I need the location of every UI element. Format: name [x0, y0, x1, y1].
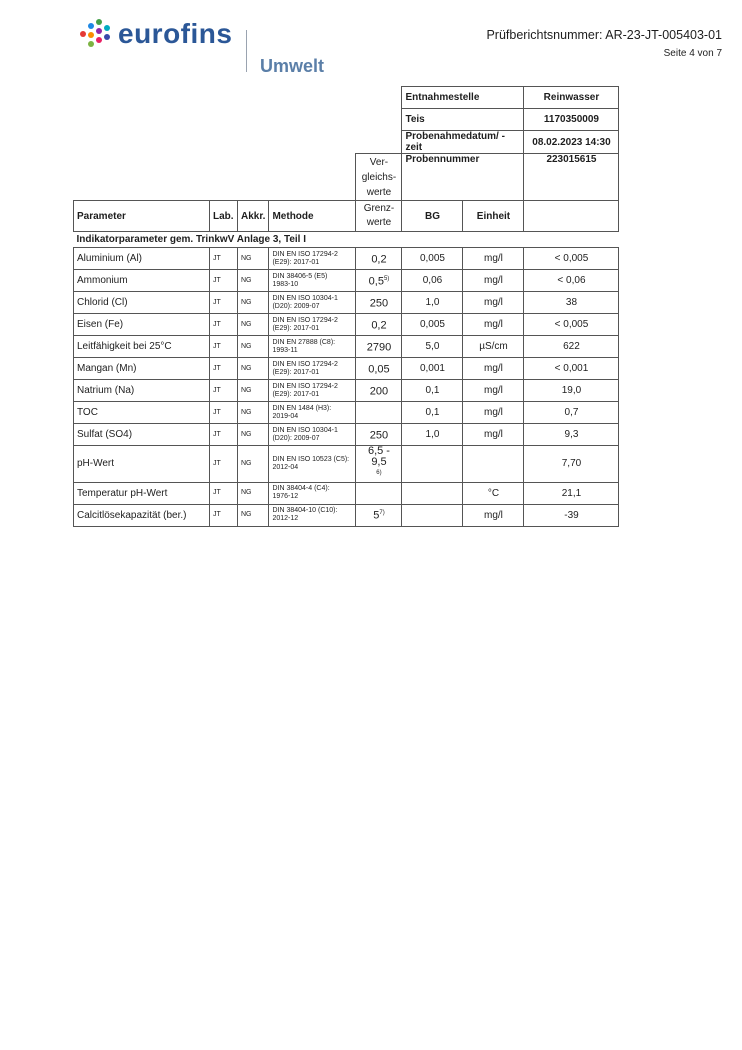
footnote-ref: 7) [379, 510, 385, 517]
table-row [74, 482, 619, 504]
akkr-cell: NG [238, 336, 269, 358]
grenzwert-cell [356, 270, 402, 292]
sample-info-row [74, 131, 619, 154]
result-cell: < 0,001 [524, 358, 619, 380]
method-cell: DIN EN 1484 (H3): 2019-04 [269, 402, 356, 424]
method-cell: DIN EN ISO 10523 (C5): 2012-04 [269, 446, 356, 483]
grenzwert-value: 0,5 [368, 275, 384, 288]
column-header-row [74, 201, 619, 232]
table-row [74, 402, 619, 424]
grenzwert-cell [356, 424, 402, 446]
akkr-cell: NG [238, 314, 269, 336]
grenzwert-cell [356, 446, 402, 483]
param-cell: TOC [74, 402, 210, 424]
vergleichswerte-label: Ver- gleichs- werte [356, 154, 402, 201]
grenzwert-cell [356, 248, 402, 270]
method-cell: DIN 38406-5 (E5) 1983-10 [269, 270, 356, 292]
report-number: Prüfberichtsnummer: AR-23-JT-005403-01 [486, 28, 722, 42]
lab-cell: JT [210, 314, 238, 336]
param-cell: pH-Wert [74, 446, 210, 483]
result-cell: 7,70 [524, 446, 619, 483]
result-cell: 19,0 [524, 380, 619, 402]
division-label: Umwelt [260, 56, 325, 76]
table-row [74, 446, 619, 483]
result-cell: 21,1 [524, 482, 619, 504]
logo-text: eurofins [118, 18, 233, 49]
grenzwert-value: 6,5 - 9,5 [367, 445, 390, 468]
grenzwert-value: 0,05 [368, 363, 390, 376]
bg-cell [402, 504, 463, 526]
unit-cell: mg/l [463, 270, 524, 292]
unit-cell [463, 446, 524, 483]
section-row [74, 232, 619, 248]
lab-cell: JT [210, 380, 238, 402]
method-cell: DIN EN ISO 17294-2 (E29): 2017-01 [269, 358, 356, 380]
col-parameter: Parameter [74, 201, 210, 232]
result-cell: 9,3 [524, 424, 619, 446]
grenzwert-cell [356, 358, 402, 380]
unit-cell: mg/l [463, 248, 524, 270]
unit-cell: mg/l [463, 380, 524, 402]
result-cell: 0,7 [524, 402, 619, 424]
grenzwert-cell [356, 314, 402, 336]
result-cell: < 0,005 [524, 248, 619, 270]
sample-value: 1170350009 [524, 109, 619, 131]
method-cell: DIN EN ISO 17294-2 (E29): 2017-01 [269, 314, 356, 336]
result-cell: -39 [524, 504, 619, 526]
unit-cell: mg/l [463, 314, 524, 336]
unit-cell: µS/cm [463, 336, 524, 358]
method-cell: DIN EN 27888 (C8): 1993-11 [269, 336, 356, 358]
unit-cell: mg/l [463, 292, 524, 314]
akkr-cell: NG [238, 248, 269, 270]
lab-cell: JT [210, 402, 238, 424]
akkr-cell: NG [238, 504, 269, 526]
col-grenzwerte: Grenz- werte [356, 201, 402, 232]
method-cell: DIN 38404-10 (C10): 2012-12 [269, 504, 356, 526]
footnote-ref: 6) [376, 470, 382, 476]
grenzwert-cell [356, 402, 402, 424]
sample-value: 08.02.2023 14:30 [524, 131, 619, 154]
method-cell: DIN EN ISO 17294-2 (E29): 2017-01 [269, 248, 356, 270]
param-cell: Temperatur pH-Wert [74, 482, 210, 504]
eurofins-dots-icon [78, 19, 112, 49]
sample-value: Reinwasser [524, 87, 619, 109]
akkr-cell: NG [238, 446, 269, 483]
col-lab: Lab. [210, 201, 238, 232]
table-row [74, 270, 619, 292]
grenzwert-cell [356, 504, 402, 526]
grenzwert-value: 0,2 [371, 319, 387, 332]
lab-cell: JT [210, 248, 238, 270]
bg-cell: 1,0 [402, 424, 463, 446]
grenzwert-cell [356, 380, 402, 402]
bg-cell: 0,005 [402, 314, 463, 336]
bg-cell: 0,001 [402, 358, 463, 380]
result-cell: 622 [524, 336, 619, 358]
results-table-wrapper [73, 86, 619, 527]
grenzwert-value: 250 [369, 429, 389, 442]
grenzwert-cell [356, 482, 402, 504]
grenzwert-value: 2790 [366, 341, 392, 354]
method-cell: DIN EN ISO 10304-1 (D20): 2009-07 [269, 292, 356, 314]
method-cell: DIN 38404-4 (C4): 1976-12 [269, 482, 356, 504]
method-cell: DIN EN ISO 17294-2 (E29): 2017-01 [269, 380, 356, 402]
param-cell: Calcitlösekapazität (ber.) [74, 504, 210, 526]
lab-cell: JT [210, 358, 238, 380]
method-cell: DIN EN ISO 10304-1 (D20): 2009-07 [269, 424, 356, 446]
page-number: Seite 4 von 7 [663, 48, 722, 59]
table-row [74, 380, 619, 402]
sample-info-row [74, 87, 619, 109]
unit-cell: °C [463, 482, 524, 504]
eurofins-logo [78, 18, 232, 50]
sample-label: Probennummer [402, 154, 524, 201]
akkr-cell: NG [238, 292, 269, 314]
sample-value: 223015615 [524, 154, 619, 201]
col-akkr: Akkr. [238, 201, 269, 232]
param-cell: Natrium (Na) [74, 380, 210, 402]
table-row [74, 504, 619, 526]
blank-cell [74, 109, 402, 131]
sample-info-row [74, 154, 619, 201]
table-row [74, 358, 619, 380]
section-title: Indikatorparameter gem. TrinkwV Anlage 3, Teil I [76, 234, 307, 245]
col-methode: Methode [269, 201, 356, 232]
param-cell: Mangan (Mn) [74, 358, 210, 380]
lab-cell: JT [210, 424, 238, 446]
unit-cell: mg/l [463, 424, 524, 446]
bg-cell: 1,0 [402, 292, 463, 314]
unit-cell: mg/l [463, 504, 524, 526]
bg-cell: 5,0 [402, 336, 463, 358]
grenzwert-value: 250 [369, 297, 389, 310]
akkr-cell: NG [238, 482, 269, 504]
lab-cell: JT [210, 504, 238, 526]
footnote-ref: 5) [383, 275, 390, 282]
akkr-cell: NG [238, 358, 269, 380]
bg-cell: 0,1 [402, 380, 463, 402]
param-cell: Aluminium (Al) [74, 248, 210, 270]
col-bg: BG [402, 201, 463, 232]
result-cell: < 0,005 [524, 314, 619, 336]
sample-label: Entnahmestelle [402, 87, 524, 109]
bg-cell [402, 482, 463, 504]
lab-cell: JT [210, 292, 238, 314]
akkr-cell: NG [238, 402, 269, 424]
table-row [74, 336, 619, 358]
unit-cell: mg/l [463, 402, 524, 424]
param-cell: Ammonium [74, 270, 210, 292]
table-row [74, 424, 619, 446]
akkr-cell: NG [238, 270, 269, 292]
blank-cell [74, 131, 402, 154]
col-einheit: Einheit [463, 201, 524, 232]
blank-cell [74, 154, 356, 201]
param-cell: Chlorid (Cl) [74, 292, 210, 314]
akkr-cell: NG [238, 380, 269, 402]
lab-cell: JT [210, 336, 238, 358]
param-cell: Leitfähigkeit bei 25°C [74, 336, 210, 358]
table-row [74, 292, 619, 314]
sample-label: Teis [402, 109, 524, 131]
bg-cell [402, 446, 463, 483]
col-value [524, 201, 619, 232]
grenzwert-value: 0,2 [371, 253, 387, 266]
result-cell: < 0,06 [524, 270, 619, 292]
logo-divider [246, 30, 247, 72]
akkr-cell: NG [238, 424, 269, 446]
grenzwert-value: 5 [373, 509, 380, 522]
param-cell: Sulfat (SO4) [74, 424, 210, 446]
param-cell: Eisen (Fe) [74, 314, 210, 336]
result-cell: 38 [524, 292, 619, 314]
bg-cell: 0,1 [402, 402, 463, 424]
bg-cell: 0,06 [402, 270, 463, 292]
unit-cell: mg/l [463, 358, 524, 380]
sample-info-row [74, 109, 619, 131]
grenzwert-cell [356, 336, 402, 358]
bg-cell: 0,005 [402, 248, 463, 270]
results-table [73, 86, 619, 527]
blank-cell [74, 87, 402, 109]
lab-cell: JT [210, 446, 238, 483]
lab-cell: JT [210, 482, 238, 504]
grenzwert-value: 200 [369, 385, 389, 398]
table-row [74, 314, 619, 336]
sample-label: Probenahmedatum/ -zeit [402, 131, 524, 154]
grenzwert-cell [356, 292, 402, 314]
lab-cell: JT [210, 270, 238, 292]
table-row [74, 248, 619, 270]
